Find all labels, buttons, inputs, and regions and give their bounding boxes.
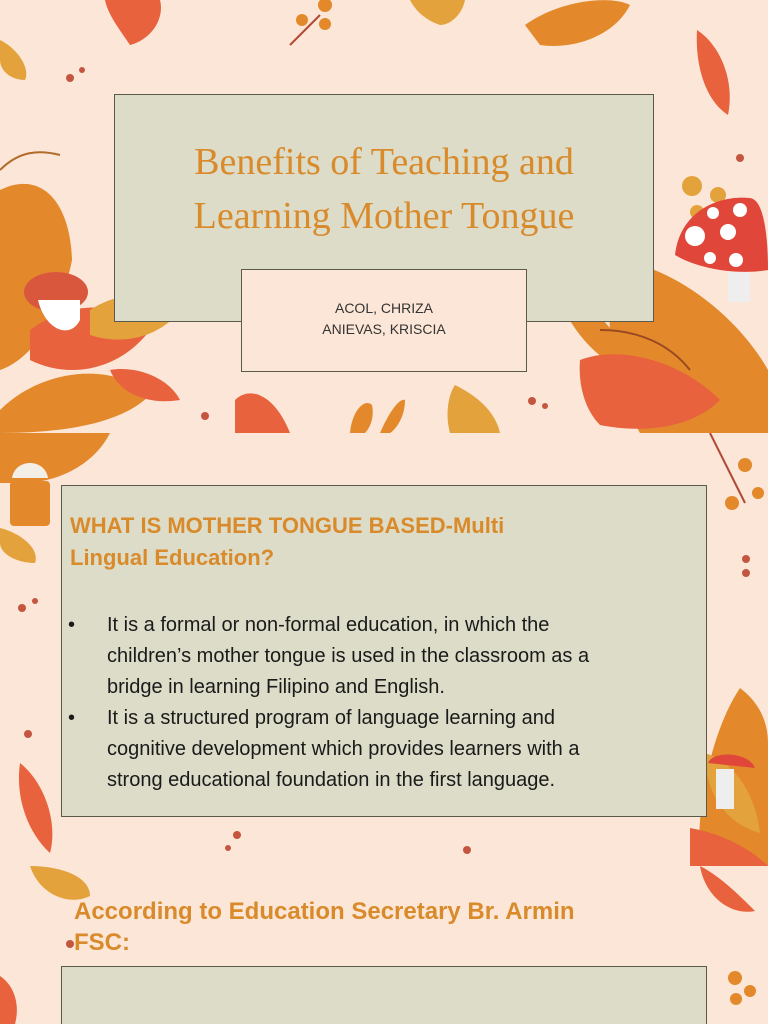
bullet-line: It is a structured program of language learning and [107,707,556,729]
bullet-icon: • [68,707,76,729]
definition-box [61,485,707,817]
bullet-line: bridge in learning Filipino and English. [107,676,445,698]
section-heading [70,510,690,574]
slide-definition [0,433,768,866]
author-box [241,269,527,372]
title-line-1: Benefits of Teaching and [194,141,574,183]
author-name: ACOL, CHRIZA [334,300,433,316]
bullet-line: cognitive development which provides learners with a [107,738,580,760]
definition-list [68,610,698,796]
heading-line-2: Lingual Education? [70,545,275,570]
bullet-icon: • [68,614,76,636]
list-item [68,610,698,703]
bullet-line: It is a formal or non-formal education, in which the [107,614,550,636]
heading-line-1: WHAT IS MOTHER TONGUE BASED-Multi [70,513,505,538]
quote-box [61,966,707,1024]
heading-line-1: According to Education Secretary Br. Armin [74,898,575,925]
list-item [68,703,698,796]
slide-title-text [115,135,653,243]
bullet-line: strong educational foundation in the first language. [107,769,556,791]
heading-line-2: FSC: [74,929,130,956]
slide-title [0,0,768,433]
section-heading [74,896,694,958]
slide-secretary [0,866,768,1024]
bullet-line: children’s mother tongue is used in the classroom as a [107,645,590,667]
title-line-2: Learning Mother Tongue [193,195,575,237]
author-name: ANIEVAS, KRISCIA [322,321,446,337]
